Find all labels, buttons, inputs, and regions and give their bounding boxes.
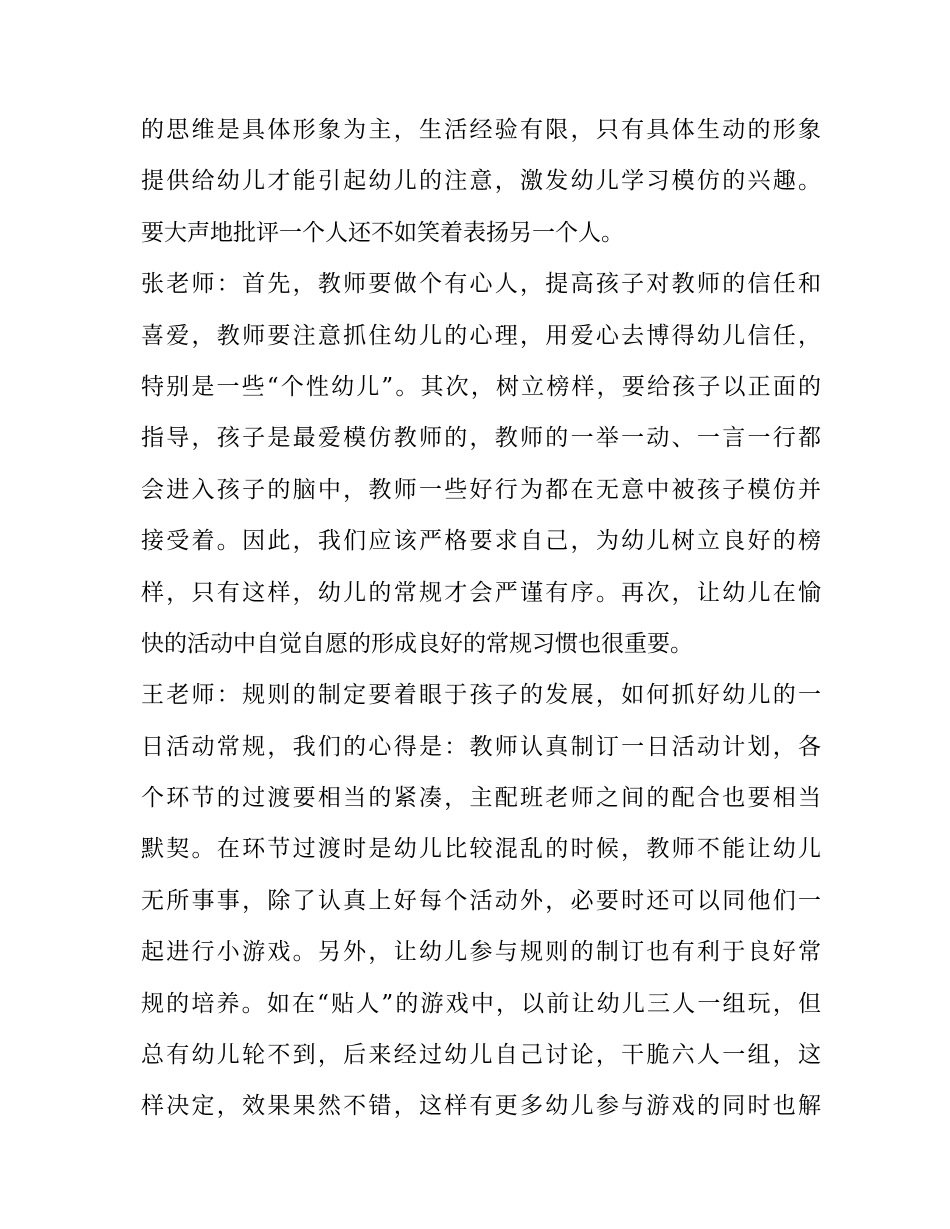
text-line: 默契。在环节过渡时是幼儿比较混乱的时候，教师不能让幼儿 — [141, 836, 821, 863]
text-line: 无所事事，除了认真上好每个活动外，必要时还可以同他们一 — [141, 887, 821, 914]
text-line: 起进行小游戏。另外，让幼儿参与规则的制订也有利于良好常 — [141, 939, 821, 966]
text-line: 喜爱，教师要注意抓住幼儿的心理，用爱心去博得幼儿信任， — [141, 322, 821, 349]
text-line: 总有幼儿轮不到，后来经过幼儿自己讨论，干脆六人一组，这 — [141, 1042, 821, 1069]
body-text — [141, 105, 821, 1133]
text-line: 的思维是具体形象为主，生活经验有限，只有具体生动的形象 — [141, 117, 821, 143]
text-line: 快的活动中自觉自愿的形成良好的常规习惯也很重要。 — [141, 630, 693, 657]
text-line: 样决定，效果果然不错，这样有更多幼儿参与游戏的同时也解 — [141, 1093, 821, 1120]
text-line: 个环节的过渡要相当的紧凑，主配班老师之间的配合也要相当 — [141, 785, 821, 812]
text-line: 规的培养。如在“贴人”的游戏中，以前让幼儿三人一组玩，但 — [141, 990, 821, 1017]
text-line: 特别是一些“个性幼儿”。其次，树立榜样，要给孩子以正面的 — [141, 373, 821, 400]
text-line: 王老师：规则的制定要着眼于孩子的发展，如何抓好幼儿的一 — [141, 682, 821, 709]
text-line: 接受着。因此，我们应该严格要求自己，为幼儿树立良好的榜 — [141, 528, 821, 555]
text-line: 样，只有这样，幼儿的常规才会严谨有序。再次，让幼儿在愉 — [141, 579, 821, 606]
text-line: 会进入孩子的脑中，教师一些好行为都在无意中被孩子模仿并 — [141, 476, 821, 503]
text-line: 提供给幼儿才能引起幼儿的注意，激发幼儿学习模仿的兴趣。 — [141, 168, 821, 195]
text-line: 指导，孩子是最爱模仿教师的，教师的一举一动、一言一行都 — [141, 425, 821, 452]
text-line: 张老师：首先，教师要做个有心人，提高孩子对教师的信任和 — [141, 271, 821, 298]
text-line: 日活动常规，我们的心得是：教师认真制订一日活动计划，各 — [141, 733, 821, 760]
text-line: 要大声地批评一个人还不如笑着表扬另一个人。 — [141, 219, 624, 246]
